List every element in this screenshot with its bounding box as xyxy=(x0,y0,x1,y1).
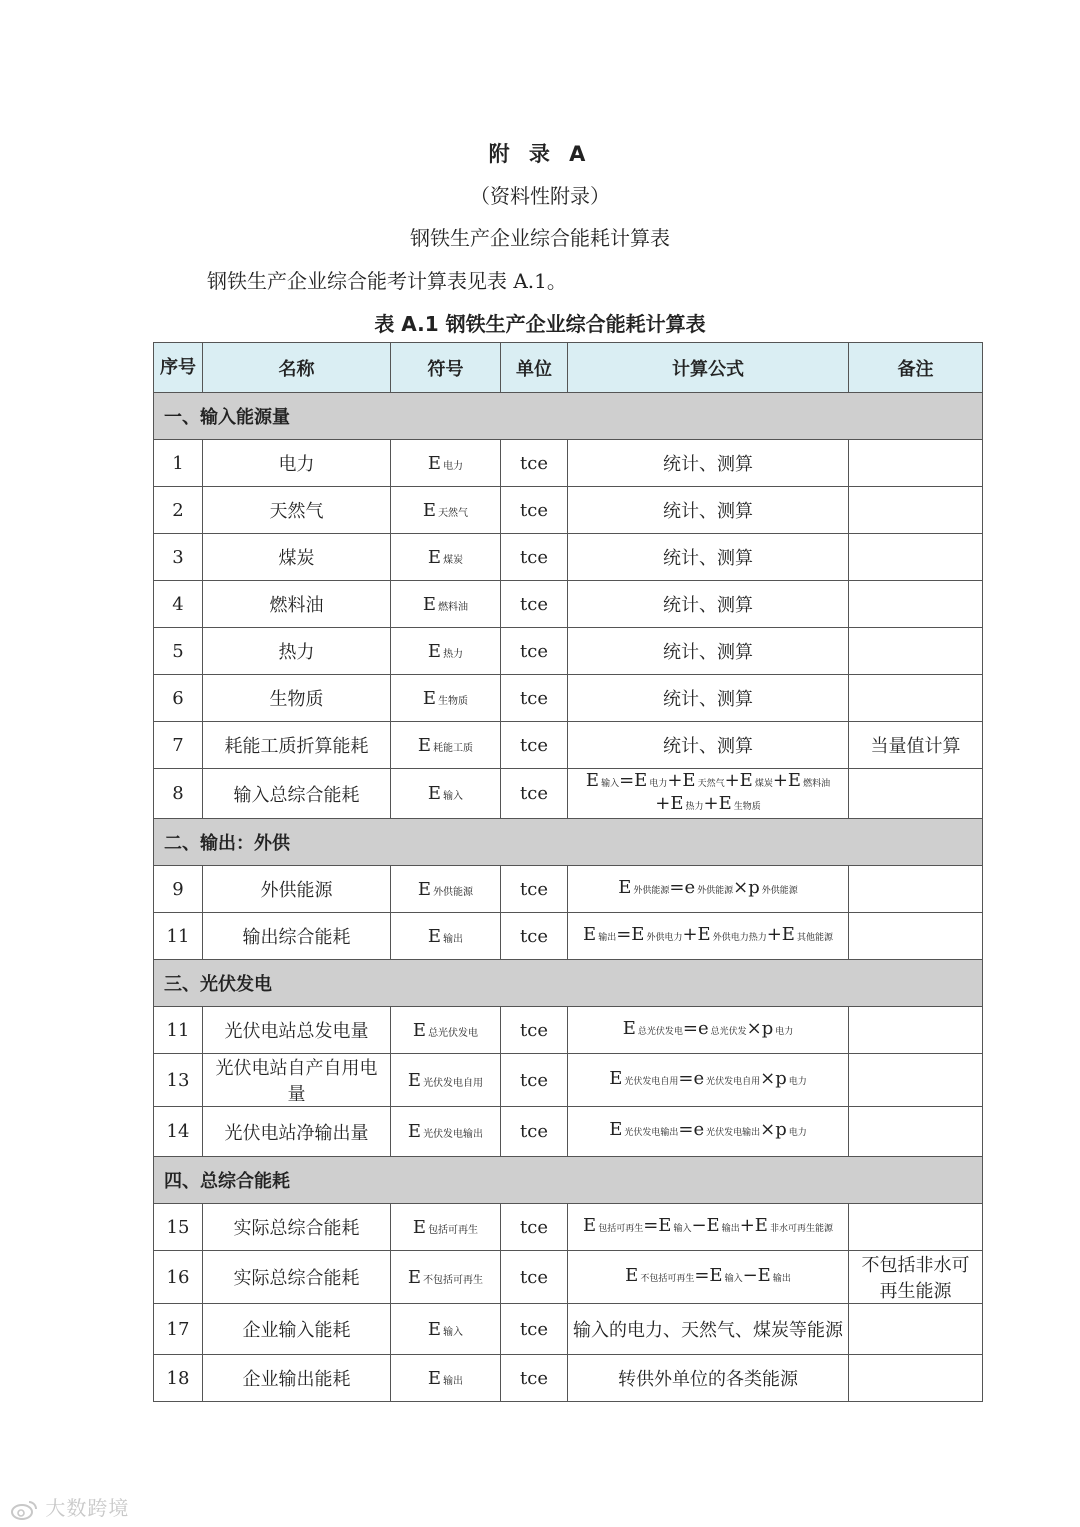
formula-term: ×p xyxy=(760,1067,787,1089)
symbol-main: E xyxy=(422,593,437,615)
table-row xyxy=(154,1355,983,1402)
section-title: 三、光伏发电 xyxy=(154,960,983,1007)
symbol-main: E xyxy=(412,1216,427,1238)
table-row xyxy=(154,581,983,628)
cell-seq: 9 xyxy=(154,866,203,913)
table-row xyxy=(154,440,983,487)
section-row-input xyxy=(154,393,983,440)
section-title: 二、输出：外供 xyxy=(154,819,983,866)
cell-remark xyxy=(849,1204,983,1251)
formula-term: +E xyxy=(682,923,711,945)
cell-remark xyxy=(849,1304,983,1355)
cell-symbol xyxy=(391,1204,501,1251)
formula-term: E xyxy=(622,1017,636,1039)
formula-subscript: 外供能源 xyxy=(633,885,670,896)
table-row xyxy=(154,487,983,534)
cell-seq: 7 xyxy=(154,722,203,769)
cell-formula xyxy=(568,1251,849,1304)
section-row-pv xyxy=(154,960,983,1007)
symbol-subscript: 耗能工质 xyxy=(433,742,474,754)
cell-symbol xyxy=(391,628,501,675)
table-row xyxy=(154,628,983,675)
formula-subscript: 外供电力 xyxy=(646,932,683,943)
cell-symbol xyxy=(391,1355,501,1402)
formula-subscript: 电力 xyxy=(775,1026,794,1037)
formula-subscript: 燃料油 xyxy=(803,778,831,789)
cell-formula: 输入的电力、天然气、煤炭等能源 xyxy=(568,1304,849,1355)
cell-symbol xyxy=(391,1304,501,1355)
document-title: 钢铁生产企业综合能耗计算表 xyxy=(410,226,670,250)
cell-remark xyxy=(849,1355,983,1402)
symbol-subscript: 不包括可再生 xyxy=(423,1274,484,1286)
cell-formula xyxy=(568,866,849,913)
formula-term: +E xyxy=(739,1214,768,1236)
symbol-subscript: 燃料油 xyxy=(438,601,469,613)
symbol-subscript: 总光伏发电 xyxy=(428,1027,479,1039)
symbol-main: E xyxy=(427,783,442,804)
cell-symbol xyxy=(391,866,501,913)
formula-subscript: 光伏发电自用 xyxy=(706,1076,761,1087)
cell-remark xyxy=(849,534,983,581)
formula-term: +E xyxy=(766,923,795,945)
formula-term: =E xyxy=(643,1214,672,1236)
cell-unit: tce xyxy=(501,913,568,960)
cell-unit: tce xyxy=(501,1007,568,1054)
symbol-main: E xyxy=(427,452,442,474)
formula-subscript: 光伏发电输出 xyxy=(624,1128,679,1138)
formula-subscript: 电力 xyxy=(649,778,668,789)
formula-term: E xyxy=(625,1264,639,1286)
formula-subscript: 天然气 xyxy=(697,778,725,789)
cell-seq: 11 xyxy=(154,1007,203,1054)
cell-symbol xyxy=(391,487,501,534)
formula-subscript: 总光伏发电 xyxy=(637,1026,683,1037)
formula-term: E xyxy=(609,1119,623,1140)
formula-term: =e xyxy=(682,1017,709,1039)
cell-symbol xyxy=(391,581,501,628)
weibo-logo-icon xyxy=(10,1499,38,1521)
table-body xyxy=(154,393,983,1402)
symbol-subscript: 生物质 xyxy=(438,695,469,707)
symbol-subscript: 光伏发电输出 xyxy=(423,1129,484,1140)
formula-subscript: 非水可再生能源 xyxy=(769,1223,833,1234)
table-row xyxy=(154,769,983,819)
cell-seq: 3 xyxy=(154,534,203,581)
energy-consumption-table xyxy=(153,342,983,1402)
cell-formula: 转供外单位的各类能源 xyxy=(568,1355,849,1402)
cell-unit: tce xyxy=(501,1107,568,1157)
cell-remark xyxy=(849,487,983,534)
header-remark: 备注 xyxy=(849,343,983,393)
cell-name: 企业输出能耗 xyxy=(203,1355,391,1402)
intro-paragraph: 钢铁生产企业综合能考计算表见表 A.1。 xyxy=(207,269,567,293)
formula-term: =E xyxy=(619,769,648,791)
symbol-main: E xyxy=(422,499,437,521)
cell-name: 耗能工质折算能耗 xyxy=(203,722,391,769)
formula-term: +E xyxy=(724,769,753,791)
cell-name: 企业输入能耗 xyxy=(203,1304,391,1355)
cell-seq: 11 xyxy=(154,913,203,960)
formula-term: −E xyxy=(691,1214,720,1236)
formula-subscript: 输出 xyxy=(598,932,617,943)
header-symbol: 符号 xyxy=(391,343,501,393)
cell-seq: 18 xyxy=(154,1355,203,1402)
cell-remark: 不包括非水可再生能源 xyxy=(849,1251,983,1304)
symbol-subscript: 输入 xyxy=(443,1326,464,1338)
symbol-subscript: 输出 xyxy=(443,1375,464,1387)
formula-term: −E xyxy=(742,1264,771,1286)
formula-term: E xyxy=(583,1214,597,1236)
cell-remark xyxy=(849,913,983,960)
formula-term: =e xyxy=(678,1119,705,1140)
formula-subscript: 外供能源 xyxy=(761,885,798,896)
cell-unit: tce xyxy=(501,440,568,487)
cell-name: 外供能源 xyxy=(203,866,391,913)
cell-formula xyxy=(568,1107,849,1157)
cell-formula xyxy=(568,913,849,960)
cell-symbol xyxy=(391,769,501,819)
header-unit: 单位 xyxy=(501,343,568,393)
symbol-main: E xyxy=(412,1019,427,1041)
cell-remark xyxy=(849,628,983,675)
cell-remark xyxy=(849,769,983,819)
cell-unit: tce xyxy=(501,1251,568,1304)
cell-formula xyxy=(568,769,849,819)
cell-seq: 1 xyxy=(154,440,203,487)
formula-term: +E xyxy=(772,769,802,791)
cell-symbol xyxy=(391,1054,501,1107)
cell-remark xyxy=(849,1107,983,1157)
formula-subscript: 外供电力热力 xyxy=(712,932,767,943)
cell-remark xyxy=(849,581,983,628)
formula-term: =e xyxy=(669,876,696,898)
symbol-subscript: 热力 xyxy=(443,648,464,660)
cell-symbol xyxy=(391,913,501,960)
symbol-main: E xyxy=(427,546,442,568)
formula-subscript: 不包括可再生 xyxy=(640,1273,695,1284)
cell-remark xyxy=(849,866,983,913)
cell-unit: tce xyxy=(501,1054,568,1107)
cell-name: 实际总综合能耗 xyxy=(203,1251,391,1304)
cell-name: 光伏电站净输出量 xyxy=(203,1107,391,1157)
cell-unit: tce xyxy=(501,675,568,722)
table-row xyxy=(154,722,983,769)
formula-subscript: 光伏发电输出 xyxy=(706,1128,761,1138)
symbol-subscript: 煤炭 xyxy=(443,554,464,566)
table-header-row xyxy=(154,343,983,393)
header-seq: 序号 xyxy=(154,343,203,393)
cell-remark xyxy=(849,1007,983,1054)
symbol-subscript: 光伏发电自用 xyxy=(423,1077,484,1089)
cell-remark xyxy=(849,440,983,487)
formula-subscript: 生物质 xyxy=(733,801,761,812)
cell-name: 热力 xyxy=(203,628,391,675)
cell-symbol xyxy=(391,1251,501,1304)
section-row-output xyxy=(154,819,983,866)
cell-name: 输出综合能耗 xyxy=(203,913,391,960)
formula-subscript: 输出 xyxy=(772,1273,791,1284)
appendix-note: （资料性附录） xyxy=(470,184,610,208)
cell-unit: tce xyxy=(501,534,568,581)
cell-remark: 当量值计算 xyxy=(849,722,983,769)
cell-seq: 14 xyxy=(154,1107,203,1157)
formula-subscript: 输出 xyxy=(721,1223,740,1234)
cell-seq: 8 xyxy=(154,769,203,819)
table-row xyxy=(154,1007,983,1054)
formula-term: =e xyxy=(678,1067,705,1089)
symbol-subscript: 外供能源 xyxy=(433,886,474,898)
formula-term: =E xyxy=(694,1264,723,1286)
cell-unit: tce xyxy=(501,1304,568,1355)
cell-formula: 统计、测算 xyxy=(568,675,849,722)
formula-term: E xyxy=(618,876,632,898)
symbol-subscript: 天然气 xyxy=(438,507,469,519)
cell-formula: 统计、测算 xyxy=(568,440,849,487)
watermark xyxy=(10,1492,129,1521)
symbol-main: E xyxy=(417,734,432,756)
cell-name: 电力 xyxy=(203,440,391,487)
symbol-subscript: 输出 xyxy=(443,933,464,945)
header-formula: 计算公式 xyxy=(568,343,849,393)
section-title: 一、输入能源量 xyxy=(154,393,983,440)
cell-unit: tce xyxy=(501,866,568,913)
table-row xyxy=(154,675,983,722)
cell-formula: 统计、测算 xyxy=(568,581,849,628)
cell-symbol xyxy=(391,534,501,581)
formula-term: =E xyxy=(616,923,645,945)
table-row xyxy=(154,1107,983,1157)
cell-unit: tce xyxy=(501,769,568,819)
cell-unit: tce xyxy=(501,1355,568,1402)
section-row-total xyxy=(154,1157,983,1204)
formula-subscript: 输入 xyxy=(673,1223,692,1234)
symbol-subscript: 包括可再生 xyxy=(428,1224,479,1236)
cell-seq: 17 xyxy=(154,1304,203,1355)
table-row xyxy=(154,534,983,581)
cell-seq: 13 xyxy=(154,1054,203,1107)
cell-formula xyxy=(568,1204,849,1251)
formula-term: E xyxy=(585,769,600,791)
table-row xyxy=(154,1204,983,1251)
header-name: 名称 xyxy=(203,343,391,393)
symbol-main: E xyxy=(427,1367,442,1389)
cell-unit: tce xyxy=(501,1204,568,1251)
symbol-main: E xyxy=(407,1121,422,1142)
cell-unit: tce xyxy=(501,487,568,534)
cell-symbol xyxy=(391,1007,501,1054)
cell-unit: tce xyxy=(501,722,568,769)
appendix-title: 附 录 A xyxy=(488,142,592,166)
formula-subscript: 电力 xyxy=(788,1128,807,1138)
symbol-main: E xyxy=(422,687,437,709)
cell-formula: 统计、测算 xyxy=(568,534,849,581)
formula-term: +E xyxy=(655,792,684,814)
cell-formula xyxy=(568,1054,849,1107)
symbol-main: E xyxy=(427,925,442,947)
cell-name: 光伏电站总发电量 xyxy=(203,1007,391,1054)
table-row xyxy=(154,1304,983,1355)
formula-subscript: 外供能源 xyxy=(697,885,734,896)
symbol-subscript: 电力 xyxy=(443,460,464,472)
formula-subscript: 总光伏发 xyxy=(710,1026,747,1037)
symbol-main: E xyxy=(407,1266,422,1288)
symbol-main: E xyxy=(417,878,432,900)
symbol-main: E xyxy=(427,1318,442,1340)
cell-symbol xyxy=(391,675,501,722)
symbol-main: E xyxy=(427,640,442,662)
formula-term: E xyxy=(609,1067,623,1089)
cell-seq: 6 xyxy=(154,675,203,722)
cell-seq: 5 xyxy=(154,628,203,675)
table-caption: 表 A.1 钢铁生产企业综合能耗计算表 xyxy=(374,312,706,336)
formula-subscript: 其他能源 xyxy=(796,932,833,943)
formula-term: E xyxy=(583,923,597,945)
cell-name: 实际总综合能耗 xyxy=(203,1204,391,1251)
cell-seq: 15 xyxy=(154,1204,203,1251)
cell-name: 天然气 xyxy=(203,487,391,534)
formula-term: ×p xyxy=(733,876,760,898)
cell-unit: tce xyxy=(501,628,568,675)
cell-name: 燃料油 xyxy=(203,581,391,628)
table-row xyxy=(154,1251,983,1304)
formula-subscript: 光伏发电自用 xyxy=(624,1076,679,1087)
table-row xyxy=(154,913,983,960)
formula-term: ×p xyxy=(760,1119,787,1140)
table-row xyxy=(154,1054,983,1107)
table-row xyxy=(154,866,983,913)
cell-symbol xyxy=(391,722,501,769)
cell-formula xyxy=(568,1007,849,1054)
symbol-subscript: 输入 xyxy=(443,791,464,802)
cell-name: 煤炭 xyxy=(203,534,391,581)
formula-subscript: 热力 xyxy=(685,801,704,812)
cell-seq: 4 xyxy=(154,581,203,628)
cell-name: 生物质 xyxy=(203,675,391,722)
cell-formula: 统计、测算 xyxy=(568,722,849,769)
section-title: 四、总综合能耗 xyxy=(154,1157,983,1204)
cell-remark xyxy=(849,675,983,722)
formula-term: +E xyxy=(667,769,696,791)
formula-subscript: 包括可再生 xyxy=(598,1223,644,1234)
formula-subscript: 输入 xyxy=(601,778,620,789)
watermark-text: 大数跨境 xyxy=(45,1496,130,1520)
cell-formula: 统计、测算 xyxy=(568,628,849,675)
formula-term: ×p xyxy=(746,1017,774,1039)
cell-unit: tce xyxy=(501,581,568,628)
cell-formula: 统计、测算 xyxy=(568,487,849,534)
formula-subscript: 输入 xyxy=(724,1273,743,1284)
cell-name: 光伏电站自产自用电量 xyxy=(203,1054,391,1107)
formula-term: +E xyxy=(703,792,732,814)
formula-subscript: 煤炭 xyxy=(754,778,773,789)
cell-remark xyxy=(849,1054,983,1107)
cell-name: 输入总综合能耗 xyxy=(203,769,391,819)
symbol-main: E xyxy=(407,1069,422,1091)
cell-seq: 16 xyxy=(154,1251,203,1304)
cell-symbol xyxy=(391,1107,501,1157)
formula-subscript: 电力 xyxy=(788,1076,807,1087)
cell-symbol xyxy=(391,440,501,487)
cell-seq: 2 xyxy=(154,487,203,534)
